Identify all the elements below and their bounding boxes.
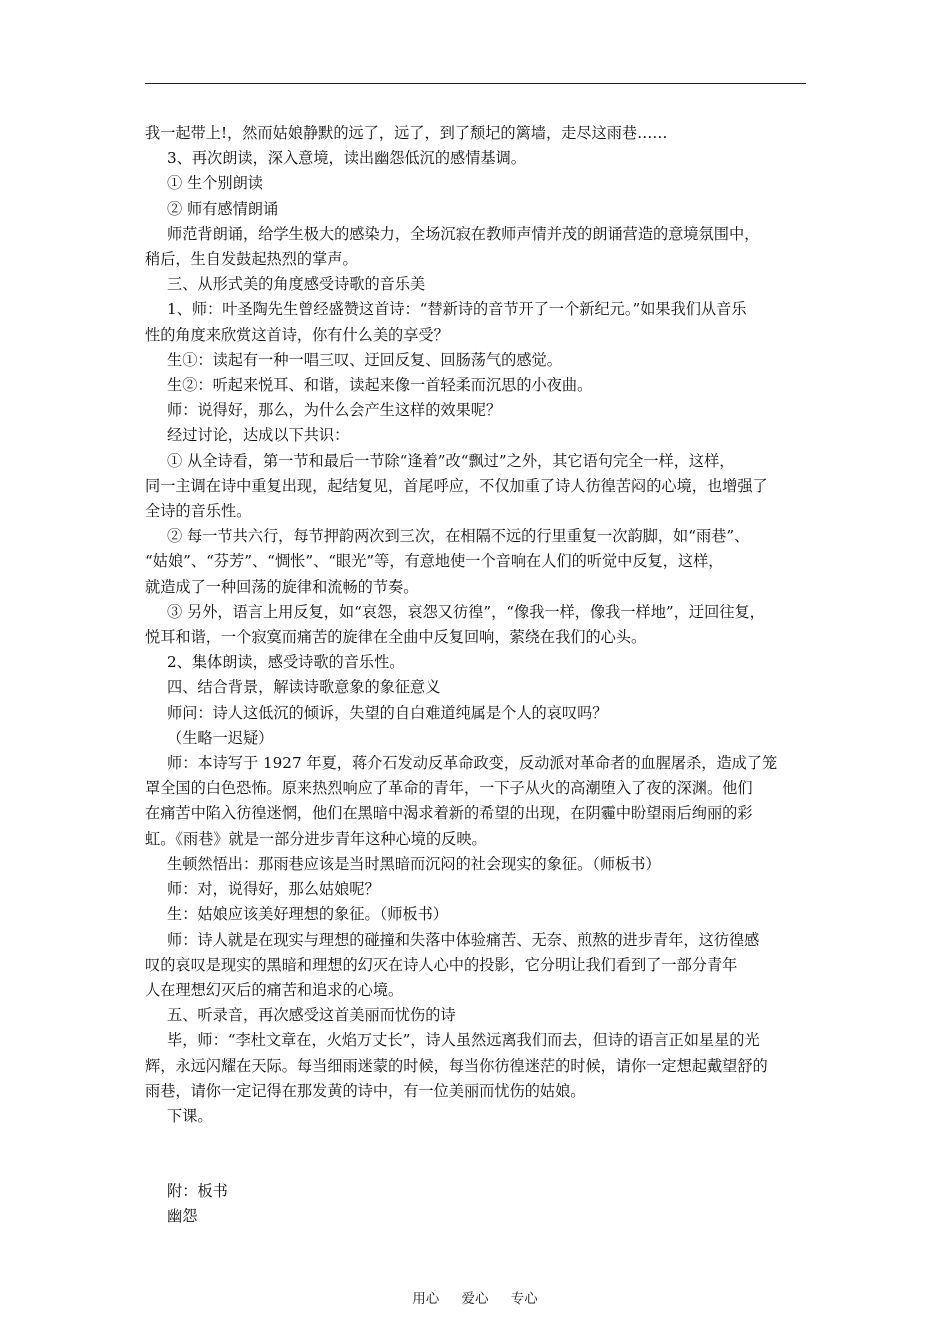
spacer: [145, 1129, 806, 1179]
text-line: 师问：诗人这低沉的倾诉，失望的自白难道纯属是个人的哀叹吗？: [167, 703, 608, 722]
text-line: 师：对，说得好，那么姑娘呢？: [167, 880, 380, 899]
footer-word: 专心: [510, 1291, 538, 1307]
section-heading: 五、听录音，再次感受这首美丽而忧伤的诗: [167, 1006, 456, 1025]
text-line: 性的角度来欣赏这首诗，你有什么美的享受？: [145, 325, 449, 344]
text-line: 叹的哀叹是现实的黑暗和理想的幻灭在诗人心中的投影，它分明让我们看到了一部分青年: [145, 955, 738, 974]
text-line: ② 每一节共六行，每节押韵两次到三次，在相隔不远的行里重复一次韵脚，如“雨巷”、: [167, 527, 750, 546]
text-line: 3、再次朗读，深入意境，读出幽怨低沉的感情基调。: [167, 149, 526, 168]
text-line: ① 从全诗看，第一节和最后一节除“逢着”改“飘过”之外，其它语句完全一样，这样，: [167, 451, 735, 470]
text-line: 虹。《雨巷》就是一部分进步青年这种心境的反映。: [145, 829, 487, 848]
text-line: 同一主调在诗中重复出现，起结复见，首尾呼应，不仅加重了诗人彷徨苦闷的心境，也增强了: [145, 476, 768, 495]
text-line: 1、师：叶圣陶先生曾经盛赞这首诗：“替新诗的音节开了一个新纪元。”如果我们从音乐: [167, 300, 747, 319]
text-line: 师：说得好，那么，为什么会产生这样的效果呢？: [167, 401, 502, 420]
appendix-item: 幽怨: [167, 1207, 198, 1226]
text-line: 罩全国的白色恐怖。原来热烈响应了革命的青年，一下子从火的高潮堕入了夜的深渊。他们: [145, 779, 753, 798]
text-line: ③ 另外，语言上用反复，如“哀怨，哀怨又彷徨”，“像我一样，像我一样地”，迂回往复，: [167, 602, 765, 621]
text-line: 全诗的音乐性。: [145, 502, 252, 521]
page-footer: [0, 1287, 950, 1307]
text-line: 生②：听起来悦耳、和谐，读起来像一首轻柔而沉思的小夜曲。: [167, 376, 593, 395]
text-line: 就造成了一种回荡的旋律和流畅的节奏。: [145, 577, 419, 596]
document-body: [145, 121, 806, 1230]
text-line: “姑娘”、“芬芳”、“惆怅”、“眼光”等，有意地使一个音响在人们的听觉中反复，这样，: [145, 552, 724, 571]
appendix-label: 附：板书: [167, 1182, 228, 1201]
text-line: 生①：读起有一种一唱三叹、迂回反复、回肠荡气的感觉。: [167, 350, 562, 369]
footer-word: 用心: [412, 1291, 440, 1307]
text-line: 师范背朗诵，给学生极大的感染力，全场沉寂在教师声情并茂的朗诵营造的意境氛围中，: [167, 224, 760, 243]
text-line: 稍后，生自发鼓起热烈的掌声。: [145, 250, 358, 269]
section-heading: 三、从形式美的角度感受诗歌的音乐美: [167, 275, 426, 294]
header-rule: [145, 83, 806, 84]
text-line: 在痛苦中陷入彷徨迷惘，他们在黑暗中渴求着新的希望的出现，在阴霾中盼望雨后绚丽的彩: [145, 804, 753, 823]
text-line: 师：本诗写于 1927 年夏，蒋介石发动反革命政变，反动派对革命者的血腥屠杀，造成了笼: [167, 754, 778, 773]
text-line: 下课。: [167, 1106, 213, 1125]
text-line: 师：诗人就是在现实与理想的碰撞和失落中体验痛苦、无奈、煎熬的进步青年，这彷徨感: [167, 930, 760, 949]
text-line: 悦耳和谐，一个寂寞而痛苦的旋律在全曲中反复回响，萦绕在我们的心头。: [145, 628, 647, 647]
text-line: 2、集体朗读，感受诗歌的音乐性。: [167, 653, 405, 672]
text-line: 经过讨论，达成以下共识：: [167, 426, 350, 445]
footer-word: 爱心: [461, 1291, 489, 1307]
section-heading: 四、结合背景，解读诗歌意象的象征意义: [167, 678, 441, 697]
text-line: 生顿然悟出：那雨巷应该是当时黑暗而沉闷的社会现实的象征。（师板书）: [167, 854, 661, 873]
text-line: ② 师有感情朗诵: [167, 199, 279, 218]
text-line: 我一起带上!，然而姑娘静默的远了，远了，到了颓圮的篱墙，走尽这雨巷……: [145, 124, 668, 142]
text-line: ① 生个别朗读: [167, 174, 263, 193]
text-line: 人在理想幻灭后的痛苦和追求的心境。: [145, 980, 404, 999]
text-line: 辉，永远闪耀在天际。每当细雨迷蒙的时候，每当你彷徨迷茫的时候，请你一定想起戴望舒的: [145, 1056, 768, 1075]
text-line: 生：姑娘应该美好理想的象征。（师板书）: [167, 905, 448, 924]
text-line: 雨巷，请你一定记得在那发黄的诗中，有一位美丽而忧伤的姑娘。: [145, 1081, 586, 1100]
text-line: （生略一迟疑）: [167, 728, 274, 747]
text-line: 毕，师：“李杜文章在，火焰万丈长”，诗人虽然远离我们而去，但诗的语言正如星星的光: [167, 1031, 760, 1050]
